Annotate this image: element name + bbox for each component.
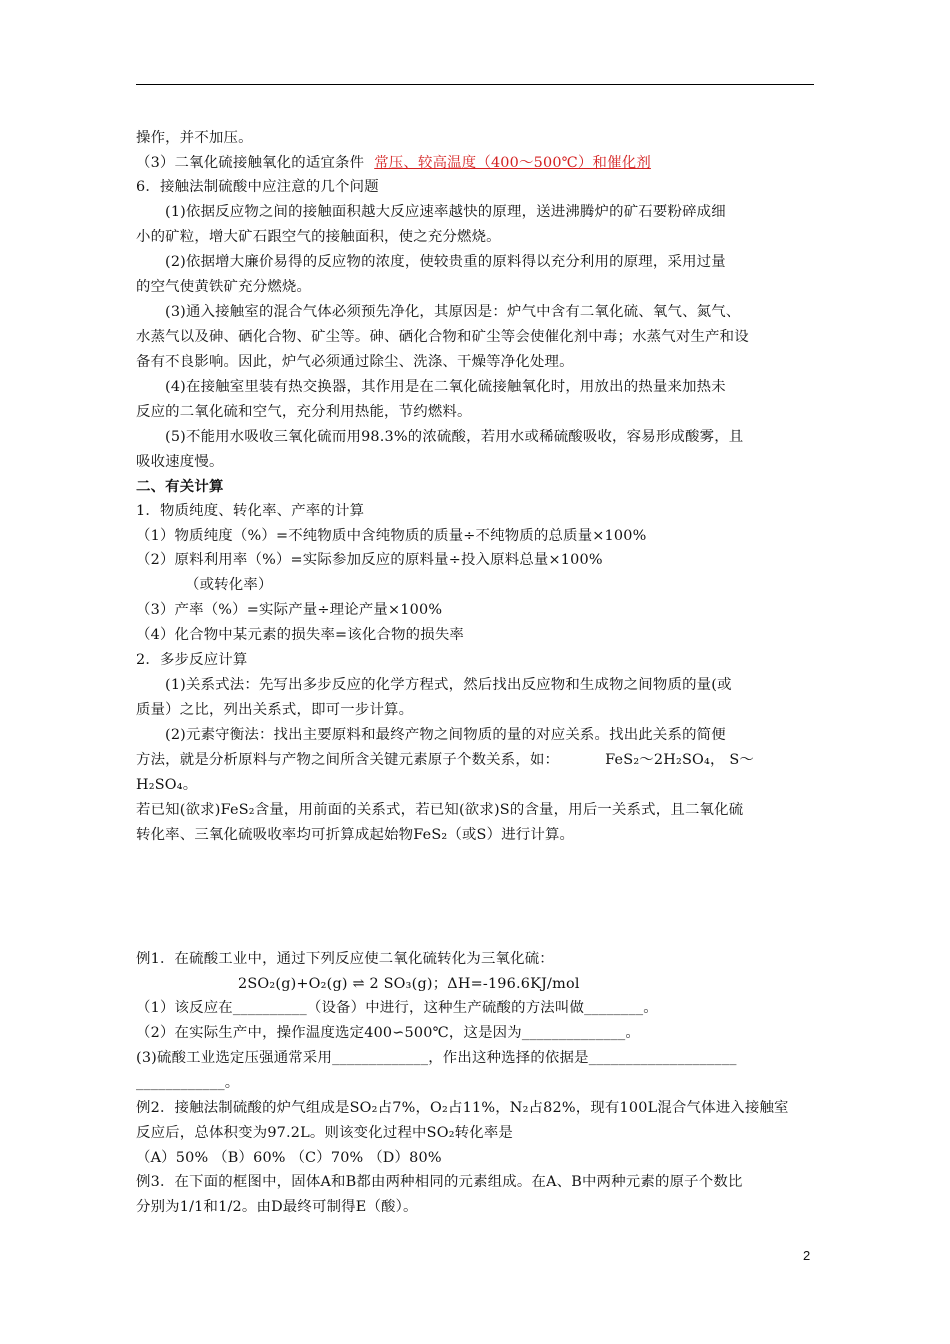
example-1-title: 例1．在硫酸工业中，通过下列反应使二氧化硫转化为三氧化硫： <box>136 951 554 967</box>
example-3-title: 例3．在下面的框图中，固体A和B都由两种相同的元素组成。在A、B中两种元素的原子个数比 <box>136 1174 743 1190</box>
text-line: (3)硫酸工业选定压强通常采用_____________，作出这种选择的依据是____________________ <box>136 1050 737 1066</box>
section-heading-calc: 二、有关计算 <box>136 479 224 495</box>
text-line: （1）物质纯度（%）=不纯物质中含纯物质的质量÷不纯物质的总质量×100% <box>136 528 647 544</box>
text-line: （2）原料利用率（%）=实际参加反应的原料量÷投入原料总量×100% <box>136 552 603 568</box>
text-line: 反应的二氧化硫和空气，充分利用热能，节约燃料。 <box>136 404 472 420</box>
text-line: 质量）之比，列出关系式，即可一步计算。 <box>136 702 414 718</box>
text-line: (4)在接触室里装有热交换器，其作用是在二氧化硫接触氧化时，用放出的热量来加热未 <box>165 379 726 395</box>
page-number: 2 <box>803 1248 811 1263</box>
header-rule <box>136 84 814 85</box>
text-line: H₂SO₄。 <box>136 777 198 793</box>
section-heading: 6．接触法制硫酸中应注意的几个问题 <box>136 179 379 195</box>
text-line: （或转化率） <box>185 577 273 593</box>
text-line <box>136 750 816 770</box>
text-line <box>136 153 816 173</box>
answer-options: （A）50% （B）60% （C）70% （D）80% <box>136 1150 442 1166</box>
text-line: （4）化合物中某元素的损失率=该化合物的损失率 <box>136 627 465 643</box>
section-heading: 2．多步反应计算 <box>136 652 248 668</box>
reaction-equation: 2SO₂(g)+O₂(g) ⇌ 2 SO₃(g)；ΔH=-196.6KJ/mol <box>238 976 580 992</box>
text-line: 小的矿粒，增大矿石跟空气的接触面积，使之充分燃烧。 <box>136 229 501 245</box>
text-line: ____________。 <box>136 1075 240 1091</box>
text-line: 操作，并不加压。 <box>136 130 253 146</box>
text-line: (1)依据反应物之间的接触面积越大反应速率越快的原理，送进沸腾炉的矿石要粉碎成细 <box>165 204 726 220</box>
text-line: 1．物质纯度、转化率、产率的计算 <box>136 503 365 519</box>
text-line: 若已知(欲求)FeS₂含量，用前面的关系式，若已知(欲求)S的含量，用后一关系式，且二氧化硫 <box>136 802 744 818</box>
text-line: (2)依据增大廉价易得的反应物的浓度，使较贵重的原料得以充分利用的原理，采用过量 <box>165 254 726 270</box>
relation-formula: FeS₂～2H₂SO₄， S～ <box>605 752 754 768</box>
text-line: （1）该反应在__________（设备）中进行，这种生产硫酸的方法叫做________。 <box>136 1000 658 1016</box>
text-line: (5)不能用水吸收三氧化硫而用98.3%的浓硫酸，若用水或稀硫酸吸收，容易形成酸雾，且 <box>165 429 744 445</box>
text-line: (2)元素守衡法：找出主要原料和最终产物之间物质的量的对应关系。找出此关系的简便 <box>165 727 726 743</box>
text-line: 水蒸气以及砷、硒化合物、矿尘等。砷、硒化合物和矿尘等会使催化剂中毒；水蒸气对生产和设 <box>136 329 749 345</box>
text-line: 反应后，总体积变为97.2L。则该变化过程中SO₂转化率是 <box>136 1125 514 1141</box>
text-line: （3）产率（%）=实际产量÷理论产量×100% <box>136 602 443 618</box>
condition-label: （3）二氧化硫接触氧化的适宜条件 <box>136 155 365 171</box>
example-2-title: 例2．接触法制硫酸的炉气组成是SO₂占7%，O₂占11%，N₂占82%，现有100L混合气体进入接触室 <box>136 1100 789 1116</box>
text-line: (3)通入接触室的混合气体必须预先净化，其原因是：炉气中含有二氧化硫、氧气、氮气、 <box>165 304 741 320</box>
text-line: 分别为1/1和1/2。由D最终可制得E（酸）。 <box>136 1199 418 1215</box>
relation-intro: 方法，就是分析原料与产物之间所含关键元素原子个数关系，如： <box>136 752 560 768</box>
text-line: (1)关系式法：先写出多步反应的化学方程式，然后找出反应物和生成物之间物质的量(或 <box>165 677 732 693</box>
text-line: 的空气使黄铁矿充分燃烧。 <box>136 279 312 295</box>
text-line: （2）在实际生产中，操作温度选定400∽500℃，这是因为______________。 <box>136 1025 640 1041</box>
text-line: 转化率、三氧化硫吸收率均可折算成起始物FeS₂（或S）进行计算。 <box>136 827 575 843</box>
text-line: 备有不良影响。因此，炉气必须通过除尘、洗涤、干燥等净化处理。 <box>136 354 574 370</box>
condition-answer: 常压、较高温度（400～500℃）和催化剂 <box>374 155 651 171</box>
text-line: 吸收速度慢。 <box>136 454 224 470</box>
